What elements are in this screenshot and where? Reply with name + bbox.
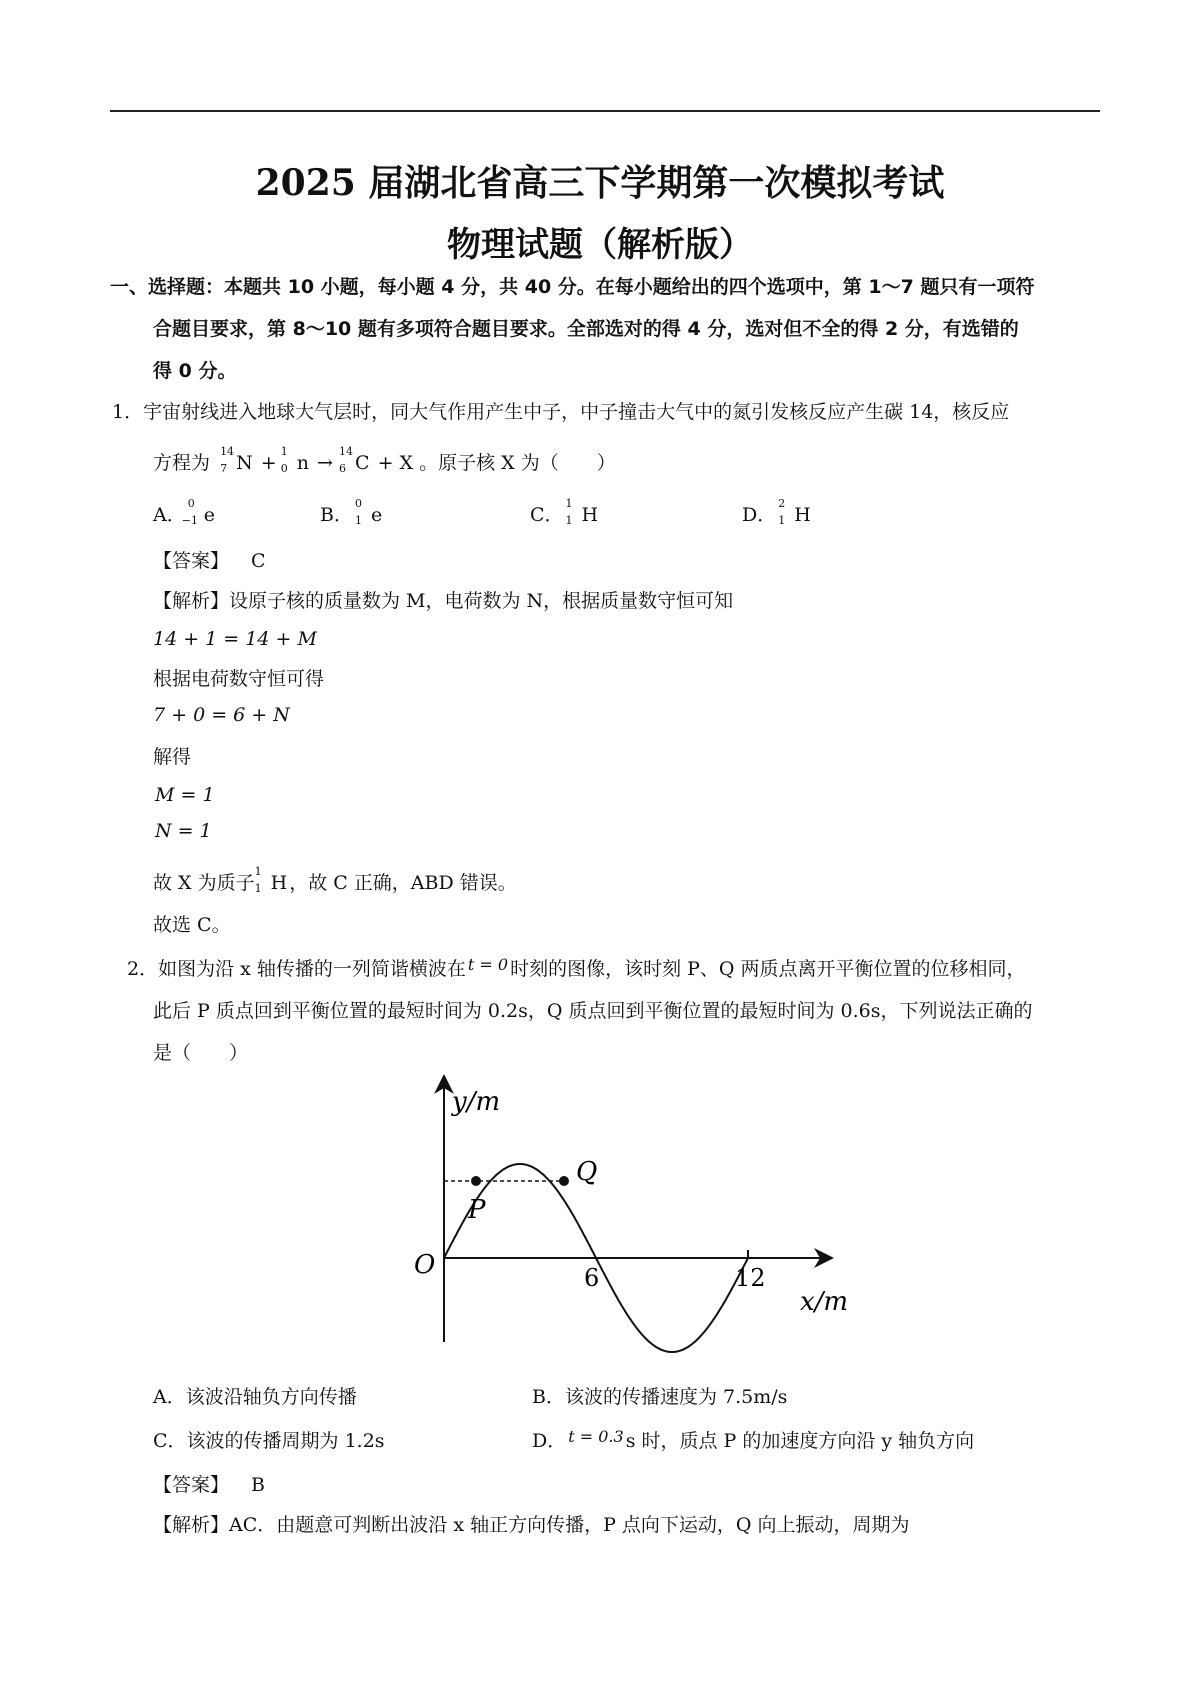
- q1-result-n: N = 1: [155, 820, 212, 842]
- q1-analysis: 【解析】设原子核的质量数为 M，电荷数为 N，根据质量数守恒可知: [153, 590, 734, 612]
- q1-stem-line2: [153, 445, 616, 475]
- point-p-label: P: [468, 1195, 486, 1225]
- q1-answer: 【答案】 C: [153, 550, 266, 572]
- q1-option-a: A． 0 −1 e: [153, 497, 215, 527]
- wave-figure: [380, 1070, 900, 1390]
- point-q-marker: [559, 1176, 569, 1186]
- x-tick-label-6: 6: [584, 1264, 600, 1292]
- carbon-isotope: 14 6 C: [338, 445, 370, 475]
- nitrogen-isotope: 14 7 N: [220, 445, 253, 475]
- q1-equation-mass: 14 + 1 = 14 + M: [153, 628, 317, 650]
- q1-charge-text: 根据电荷数守恒可得: [153, 668, 325, 690]
- section-instructions-line1: 一、选择题：本题共 10 小题，每小题 4 分，共 40 分。在每小题给出的四个选项中，第 1～7 题只有一项符: [110, 276, 1035, 298]
- exam-title: 2025 届湖北省高三下学期第一次模拟考试: [255, 162, 945, 204]
- arrow: →: [317, 452, 333, 474]
- q2-answer: 【答案】 B: [153, 1474, 265, 1496]
- q1-choose: 故选 C。: [153, 914, 231, 936]
- q2-analysis: 【解析】AC．由题意可判断出波沿 x 轴正方向传播，P 点向下运动，Q 向上振动，周期为: [153, 1514, 910, 1536]
- q2-option-d: D． $^{t = 0.3}$ s 时，质点 P 的加速度方向沿 y 轴负方向: [532, 1427, 975, 1452]
- nuclear-equation: [220, 445, 419, 475]
- exam-subtitle: 物理试题（解析版）: [447, 225, 753, 265]
- q1-stem-prefix: 方程为: [153, 452, 211, 474]
- q2-option-c: C．该波的传播周期为 1.2s: [153, 1430, 385, 1452]
- point-q-label: Q: [576, 1157, 598, 1187]
- q1-equation-charge: 7 + 0 = 6 + N: [153, 704, 290, 726]
- plus-sign: +: [260, 452, 277, 474]
- y-axis-label: y/m: [452, 1087, 501, 1117]
- neutron: 1 0 n: [280, 445, 309, 475]
- x-tick-label-12: 12: [735, 1264, 766, 1292]
- q1-option-c: C． 1 1 H: [530, 497, 599, 527]
- q2-stem-line1: 2．如图为沿 x 轴传播的一列简谐横波在 $^{t = 0}$ 时刻的图像，该时刻 P、Q 两质点离开平衡位置的位移相同，: [127, 955, 1026, 980]
- q1-option-b: B． 0 1 e: [320, 497, 383, 527]
- x-axis-label: x/m: [800, 1287, 849, 1317]
- section-instructions-line2: 合题目要求，第 8～10 题有多项符合题目要求。全部选对的得 4 分，选对但不全的得 2 分，有选错的: [153, 318, 1019, 340]
- q1-result-m: M = 1: [155, 784, 215, 806]
- origin-label: O: [414, 1250, 436, 1280]
- unknown-nucleus: X: [399, 452, 414, 474]
- point-p-marker: [471, 1176, 481, 1186]
- q1-conclusion: 故 X 为质子 1 1 H ，故 C 正确，ABD 错误。: [153, 865, 517, 895]
- q1-solve-text: 解得: [153, 746, 192, 768]
- header-rule: [110, 110, 1100, 112]
- plus-sign: +: [377, 452, 394, 474]
- q1-option-d: D． 2 1 H: [742, 497, 811, 527]
- q1-stem-line1: 1．宇宙射线进入地球大气层时，同大气作用产生中子，中子撞击大气中的氮引发核反应产生碳 14，核反应: [112, 401, 1010, 423]
- q2-stem-line2: 此后 P 质点回到平衡位置的最短时间为 0.2s，Q 质点回到平衡位置的最短时间为 0.6s，下列说法正确的: [153, 1000, 1033, 1022]
- q2-option-b: B．该波的传播速度为 7.5m/s: [532, 1386, 788, 1408]
- q2-stem-line3: 是（ ）: [153, 1042, 249, 1064]
- section-instructions-line3: 得 0 分。: [153, 360, 237, 382]
- q2-option-a: A．该波沿轴负方向传播: [153, 1386, 357, 1408]
- q1-stem-suffix: 。原子核 X 为（ ）: [419, 452, 616, 474]
